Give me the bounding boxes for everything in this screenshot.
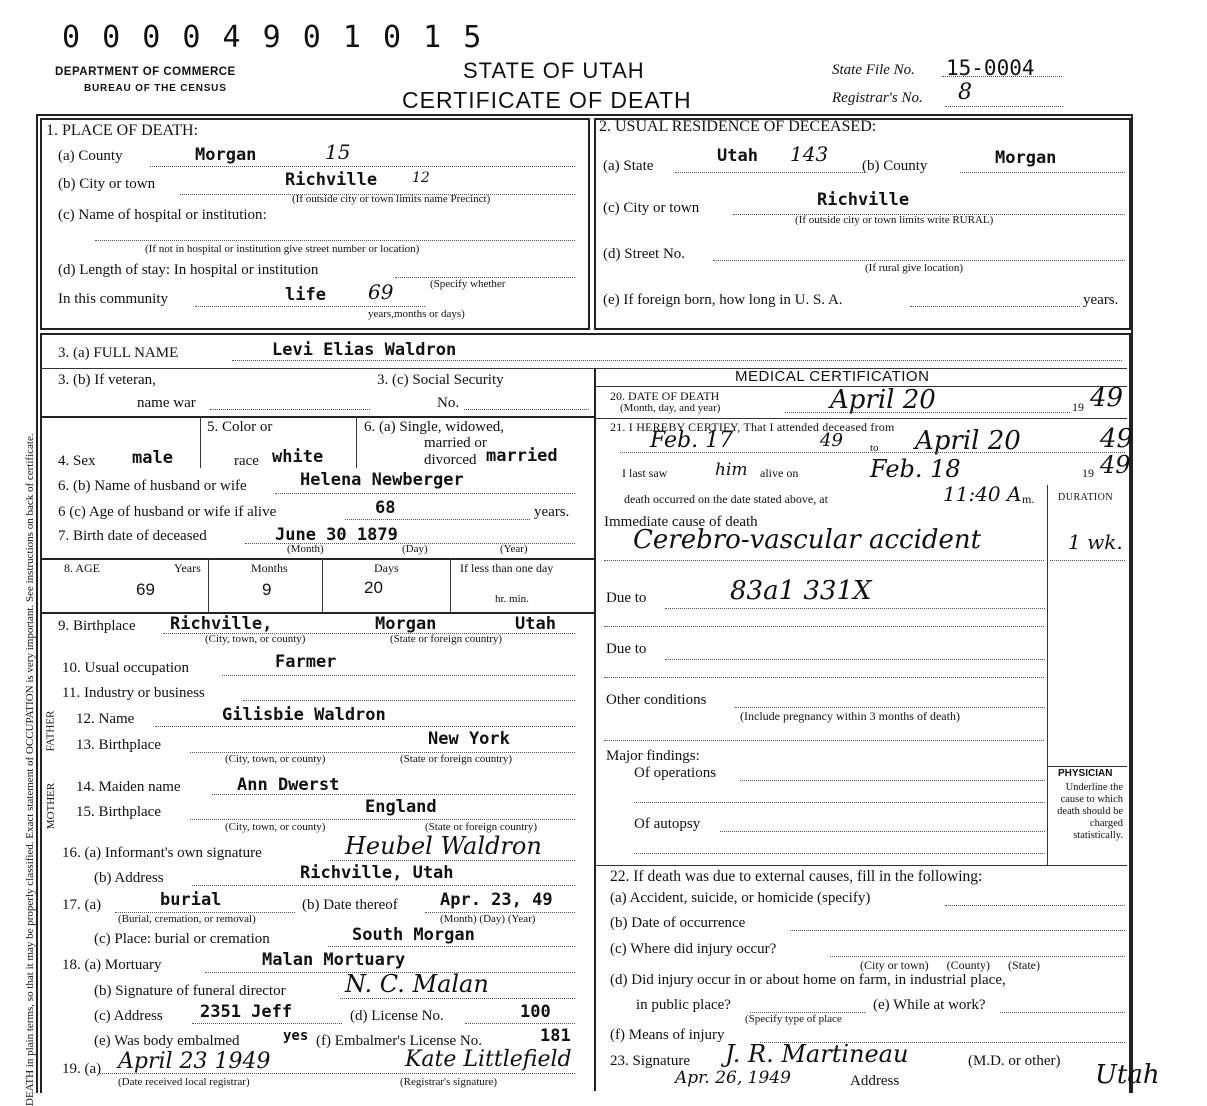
operations-label: Of operations bbox=[634, 765, 717, 781]
residence-county: Morgan bbox=[995, 148, 1057, 168]
registrar-number: 8 bbox=[958, 80, 972, 105]
registrar-signature: Kate Littlefield bbox=[405, 1047, 572, 1072]
director-signature: N. C. Malan bbox=[345, 970, 489, 998]
father-name: Gilisbie Waldron bbox=[222, 705, 386, 725]
burial-date-label: (b) Date thereof bbox=[302, 897, 398, 913]
certificate-serial: 0 0 0 0 4 9 0 1 0 1 5 bbox=[62, 20, 484, 55]
mother-birthplace: England bbox=[365, 797, 437, 817]
death-city: Richville bbox=[285, 170, 378, 190]
father-birthplace-label: 13. Birthplace bbox=[76, 737, 161, 753]
funeral-address: 2351 Jeff bbox=[200, 1002, 293, 1022]
death-county: Morgan bbox=[195, 145, 257, 165]
lastsaw-year-prefix: 19 bbox=[1082, 466, 1094, 480]
father-birthplace: New York bbox=[428, 729, 510, 749]
alive-on: alive on bbox=[760, 466, 799, 480]
occupation-label: 10. Usual occupation bbox=[62, 660, 190, 676]
sex-label: 4. Sex bbox=[58, 453, 96, 469]
signature-label: 23. Signature bbox=[610, 1053, 690, 1069]
external-c-label: (c) Where did injury occur? bbox=[610, 941, 777, 957]
community-code: 69 bbox=[368, 280, 394, 304]
burial-label: 17. (a) bbox=[62, 897, 102, 913]
attended-from: Feb. 17 bbox=[650, 428, 734, 453]
residence-city-note: (If outside city or town limits write RURAL) bbox=[795, 214, 994, 226]
received-date: April 23 1949 bbox=[118, 1049, 271, 1074]
age-days: 20 bbox=[364, 578, 383, 597]
medical-heading: MEDICAL CERTIFICATION bbox=[735, 368, 930, 385]
occurred-label: death occurred on the date stated above, at bbox=[624, 492, 828, 506]
age-months: 9 bbox=[262, 580, 272, 599]
certificate-title: CERTIFICATE OF DEATH bbox=[402, 87, 692, 113]
dod-year-prefix: 19 bbox=[1072, 400, 1084, 414]
spouse-label: 6. (b) Name of husband or wife bbox=[58, 478, 247, 494]
ss-label: 3. (c) Social Security bbox=[377, 372, 504, 388]
department-label: DEPARTMENT OF COMMERCE bbox=[55, 66, 236, 78]
age-days-label: Days bbox=[374, 561, 399, 575]
spouse-age: 68 bbox=[375, 498, 396, 518]
mother-birthplace-label: 15. Birthplace bbox=[76, 804, 161, 820]
autopsy-label: Of autopsy bbox=[634, 816, 701, 832]
birthplace-note-1: (City, town, or county) bbox=[205, 633, 306, 645]
birth-date: June 30 1879 bbox=[275, 525, 398, 545]
m-word: m. bbox=[1022, 492, 1035, 506]
specify-note: (Specify whether bbox=[430, 278, 506, 290]
burial-date: Apr. 23, 49 bbox=[440, 890, 553, 910]
due-to-label-2: Due to bbox=[606, 641, 647, 657]
occupation-value: Farmer bbox=[275, 652, 337, 672]
bureau-label: BUREAU OF THE CENSUS bbox=[84, 83, 227, 94]
spouse-years-word: years. bbox=[534, 504, 570, 520]
hospital-note: (If not in hospital or institution give street number or location) bbox=[145, 243, 420, 255]
duration-label: DURATION bbox=[1058, 492, 1114, 503]
state-file-label: State File No. bbox=[832, 62, 915, 78]
physician-note: Underline the cause to which death should be charged statistically. bbox=[1057, 782, 1123, 841]
city-label: (b) City or town bbox=[58, 176, 156, 192]
embalmer-label: (f) Embalmer's License No. bbox=[316, 1033, 482, 1049]
lastsaw-date: Feb. 18 bbox=[870, 455, 961, 483]
md-label: (M.D. or other) bbox=[968, 1053, 1061, 1069]
registrar-note: (Registrar's signature) bbox=[400, 1076, 497, 1088]
residence-county-label: (b) County bbox=[862, 158, 928, 174]
birthplace-city: Richville, bbox=[170, 614, 273, 634]
death-time: 11:40 A bbox=[943, 482, 1022, 506]
mother-name: Ann Dwerst bbox=[237, 775, 340, 795]
war-label: name war bbox=[137, 395, 196, 411]
birthplace-state: Utah bbox=[515, 614, 556, 634]
external-f-label: (f) Means of injury bbox=[610, 1027, 725, 1043]
external-heading: 22. If death was due to external causes, fill in the following: bbox=[610, 868, 983, 885]
immediate-cause: Cerebro-vascular accident bbox=[633, 525, 982, 555]
birthplace-label: 9. Birthplace bbox=[58, 618, 136, 634]
embalmed-value: yes bbox=[283, 1028, 309, 1044]
ss-no: No. bbox=[437, 395, 460, 411]
received-note: (Date received local registrar) bbox=[118, 1076, 250, 1088]
hospital-label: (c) Name of hospital or institution: bbox=[58, 207, 267, 223]
license-value: 100 bbox=[520, 1002, 551, 1022]
external-c-note: (City or town) (County) (State) bbox=[860, 958, 1040, 972]
physician-label: PHYSICIAN bbox=[1058, 768, 1113, 779]
signed-date: Apr. 26, 1949 bbox=[675, 1068, 791, 1088]
dod-note: (Month, day, and year) bbox=[620, 402, 721, 414]
mother-note-state: (State or foreign country) bbox=[425, 821, 538, 833]
director-label: (b) Signature of funeral director bbox=[94, 983, 286, 999]
marital-label-1: 6. (a) Single, widowed, bbox=[364, 419, 504, 435]
lastsaw-him: him bbox=[715, 460, 748, 480]
embalmer-value: 181 bbox=[540, 1026, 571, 1046]
external-e-label: (e) While at work? bbox=[873, 997, 986, 1013]
embalmed-label: (e) Was body embalmed bbox=[94, 1033, 240, 1049]
immediate-cause-label: Immediate cause of death bbox=[604, 514, 758, 530]
death-date: April 20 bbox=[830, 385, 936, 415]
father-note-city: (City, town, or county) bbox=[225, 753, 326, 765]
specify-note-2: years,months or days) bbox=[368, 308, 465, 320]
age-months-label: Months bbox=[251, 561, 288, 575]
father-name-label: 12. Name bbox=[76, 711, 135, 727]
place-of-death-heading: 1. PLACE OF DEATH: bbox=[46, 122, 199, 139]
dod-label: 20. DATE OF DEATH bbox=[610, 389, 720, 403]
license-label: (d) License No. bbox=[350, 1008, 444, 1024]
mother-name-label: 14. Maiden name bbox=[76, 779, 181, 795]
burial-place: South Morgan bbox=[352, 925, 475, 945]
attended-to: April 20 bbox=[915, 426, 1021, 456]
certify-label: 21. I HEREBY CERTIFY, That I attended deceased from bbox=[610, 420, 895, 434]
received-label: 19. (a) bbox=[62, 1061, 102, 1077]
birthplace-note-2: (State or foreign country) bbox=[390, 633, 503, 645]
burial-value: burial bbox=[160, 890, 222, 910]
color-label: 5. Color or bbox=[207, 419, 273, 435]
community-label: In this community bbox=[58, 291, 168, 307]
marital-label-3: divorced bbox=[424, 452, 477, 468]
registrar-label: Registrar's No. bbox=[832, 90, 923, 106]
due-to-code: 83a1 331X bbox=[730, 576, 872, 606]
external-d-note: (Specify type of place bbox=[745, 1013, 842, 1025]
street-note: (If rural give location) bbox=[865, 262, 964, 274]
spouse-name: Helena Newberger bbox=[300, 470, 464, 490]
attended-to-year: 49 bbox=[1100, 424, 1134, 454]
burial-note: (Burial, cremation, or removal) bbox=[118, 913, 256, 925]
attended-from-year: 49 bbox=[820, 430, 843, 451]
informant-address-label: (b) Address bbox=[94, 870, 164, 886]
stay-label: (d) Length of stay: In hospital or institution bbox=[58, 262, 319, 278]
birth-month-note: (Month) bbox=[287, 543, 324, 555]
birthplace-county: Morgan bbox=[375, 614, 437, 634]
physician-signature: J. R. Martineau bbox=[725, 1040, 909, 1068]
lastsaw-year: 49 bbox=[1100, 451, 1131, 479]
full-name-label: 3. (a) FULL NAME bbox=[58, 345, 179, 361]
major-findings-label: Major findings: bbox=[606, 748, 700, 764]
other-conditions-label: Other conditions bbox=[606, 692, 707, 708]
race-label: race bbox=[234, 453, 259, 469]
spouse-age-label: 6 (c) Age of husband or wife if alive bbox=[58, 504, 277, 520]
mother-side-label: MOTHER bbox=[45, 782, 58, 830]
informant-signature: Heubel Waldron bbox=[345, 832, 542, 860]
funeral-address-label: (c) Address bbox=[94, 1008, 163, 1024]
father-side-label: FATHER bbox=[44, 710, 57, 752]
external-b-label: (b) Date of occurrence bbox=[610, 915, 746, 931]
state-file-number: 15-0004 bbox=[946, 56, 1035, 80]
birth-day-note: (Day) bbox=[402, 543, 428, 555]
death-year: 49 bbox=[1090, 383, 1124, 413]
age-label: 8. AGE bbox=[64, 561, 100, 575]
county-label: (a) County bbox=[58, 148, 123, 164]
age-lessday-label: If less than one day bbox=[460, 561, 554, 575]
physician-address: Utah bbox=[1095, 1060, 1160, 1090]
cause-duration: 1 wk. bbox=[1068, 530, 1123, 554]
age-years-label: Years bbox=[174, 561, 201, 575]
margin-instructions: DEATH in plain terms, so that it may be properly classified. Exact statement of OCCUPATION is very important. See instructions on back of certificate. bbox=[24, 433, 36, 1106]
residence-city-label: (c) City or town bbox=[603, 200, 700, 216]
foreign-label: (e) If foreign born, how long in U. S. A. bbox=[603, 292, 843, 308]
informant-signature-label: 16. (a) Informant's own signature bbox=[62, 845, 262, 861]
city-note: (If outside city or town limits name Precinct) bbox=[292, 193, 491, 205]
residence-heading: 2. USUAL RESIDENCE OF DECEASED: bbox=[599, 118, 877, 135]
veteran-label: 3. (b) If veteran, bbox=[58, 372, 156, 388]
father-note-state: (State or foreign country) bbox=[400, 753, 513, 765]
death-county-code: 15 bbox=[325, 140, 351, 164]
residence-state-code: 143 bbox=[790, 142, 829, 166]
other-conditions-note: (Include pregnancy within 3 months of death) bbox=[740, 709, 960, 723]
birth-date-label: 7. Birth date of deceased bbox=[58, 528, 207, 544]
external-d-label-2: in public place? bbox=[636, 997, 731, 1013]
industry-label: 11. Industry or business bbox=[62, 685, 205, 701]
physician-address-label: Address bbox=[850, 1073, 900, 1089]
external-a-label: (a) Accident, suicide, or homicide (specify) bbox=[610, 890, 871, 906]
sex-value: male bbox=[132, 448, 173, 468]
residence-city: Richville bbox=[817, 190, 910, 210]
due-to-label-1: Due to bbox=[606, 590, 647, 606]
state-title: STATE OF UTAH bbox=[463, 58, 645, 83]
community-stay: life bbox=[285, 285, 326, 305]
mother-note-city: (City, town, or county) bbox=[225, 821, 326, 833]
mortuary-label: 18. (a) Mortuary bbox=[62, 957, 162, 973]
burial-date-note: (Month) (Day) (Year) bbox=[440, 913, 536, 925]
age-hr-min: hr. min. bbox=[495, 593, 529, 605]
age-years: 69 bbox=[136, 580, 155, 599]
birth-year-note: (Year) bbox=[500, 543, 528, 555]
street-label: (d) Street No. bbox=[603, 246, 686, 262]
to-word: to bbox=[870, 442, 879, 454]
race-value: white bbox=[272, 447, 324, 467]
residence-state: Utah bbox=[717, 146, 758, 166]
lastsaw-label: I last saw bbox=[622, 466, 668, 480]
mortuary-value: Malan Mortuary bbox=[262, 950, 406, 970]
burial-place-label: (c) Place: burial or cremation bbox=[94, 931, 270, 947]
full-name: Levi Elias Waldron bbox=[272, 340, 457, 360]
years-word: years. bbox=[1083, 292, 1119, 308]
external-d-label: (d) Did injury occur in or about home on farm, in industrial place, bbox=[610, 972, 1006, 988]
marital-value: married bbox=[486, 446, 558, 466]
informant-address: Richville, Utah bbox=[300, 863, 454, 883]
death-city-code: 12 bbox=[412, 170, 430, 186]
marital-label-2: married or bbox=[424, 435, 487, 451]
residence-state-label: (a) State bbox=[603, 158, 654, 174]
